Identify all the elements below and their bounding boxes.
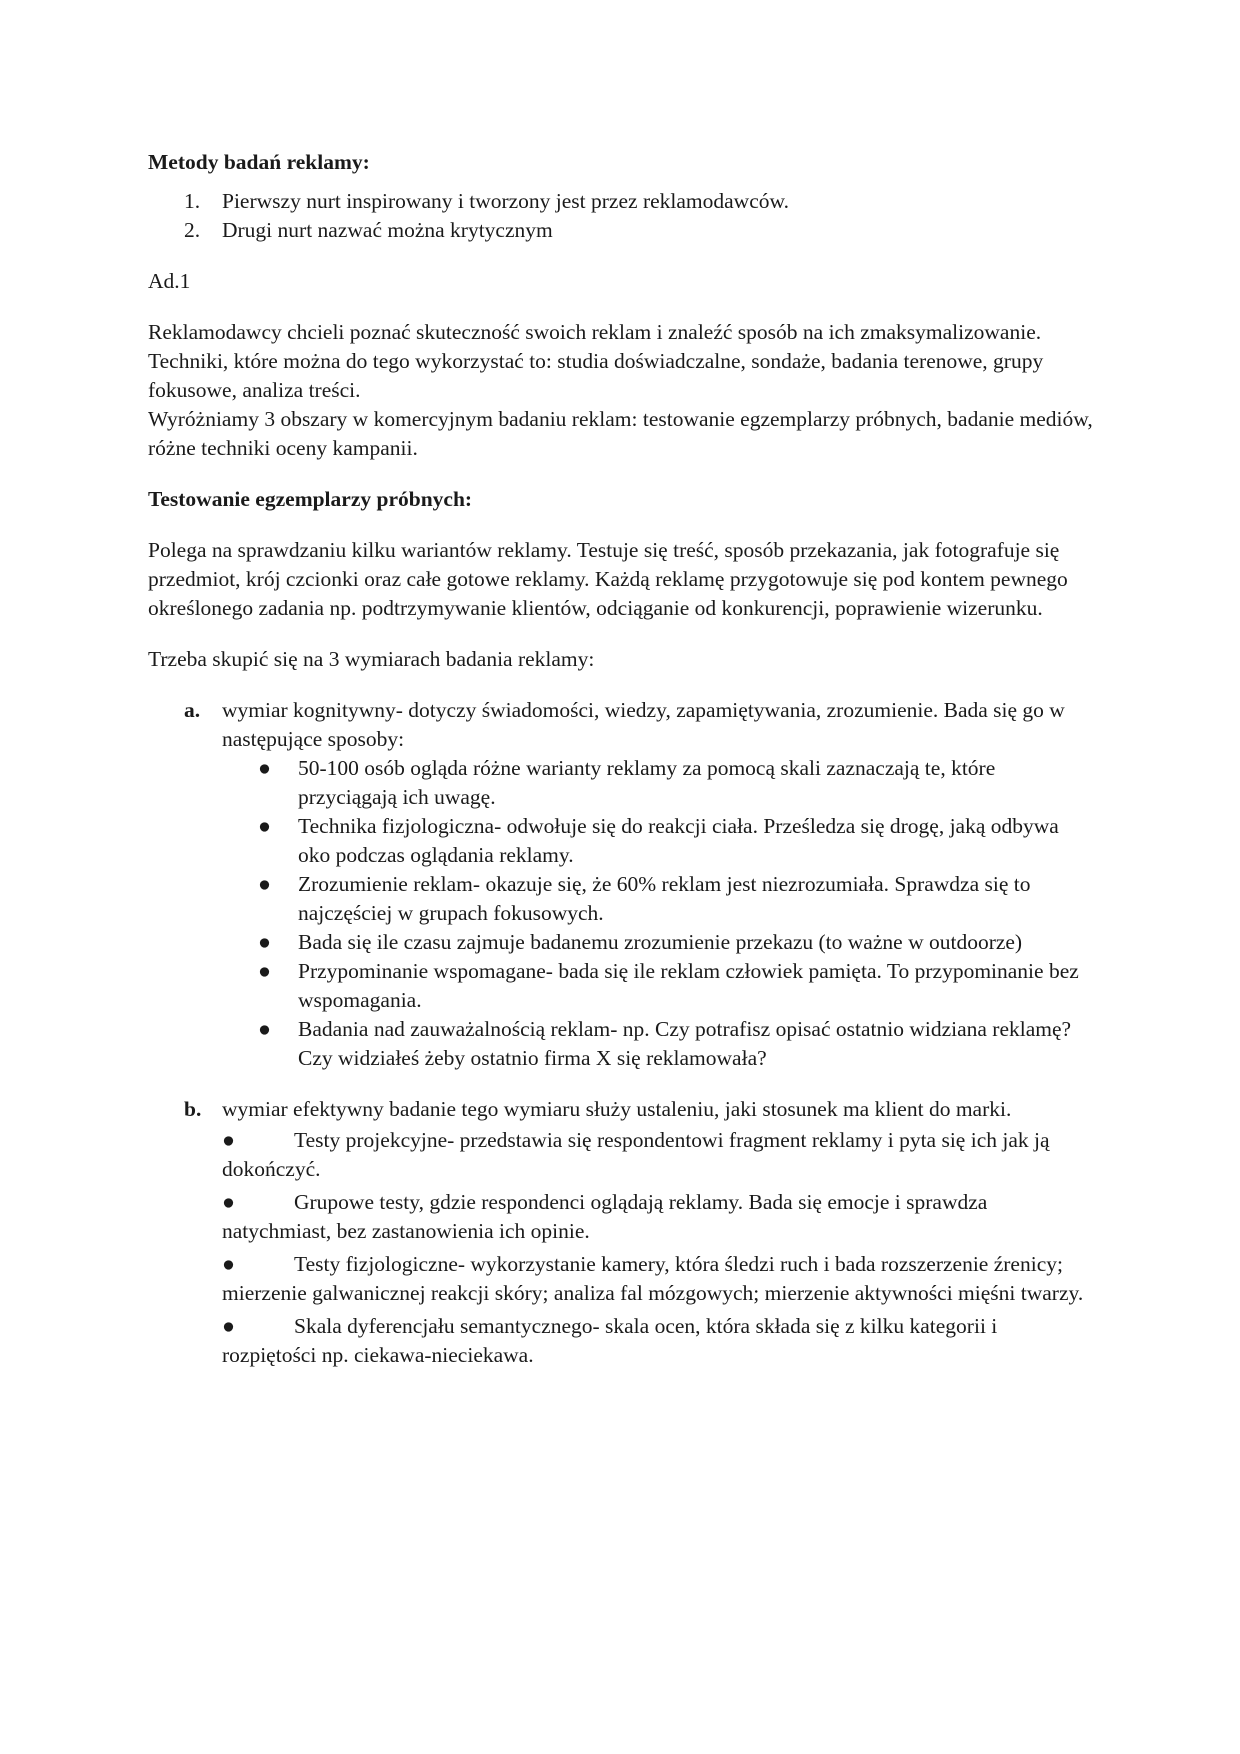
- dimension-a: [148, 696, 1093, 1073]
- bullet-text: Przypominanie wspomagane- bada się ile reklam człowiek pamięta. To przypominanie bez wspomagania.: [298, 959, 1079, 1012]
- document-title: Metody badań reklamy:: [148, 150, 370, 174]
- bullet-item: [148, 1015, 1093, 1073]
- bullet-icon: ●: [222, 1128, 235, 1152]
- bullet-text: Skala dyferencjału semantycznego- skala ocen, która składa się z kilku kategorii i rozpiętości np. ciekawa-nieciekawa.: [222, 1314, 998, 1367]
- dimension-letter: b.: [184, 1097, 202, 1121]
- section-title: Testowanie egzemplarzy próbnych:: [148, 487, 473, 511]
- bullet-list: [222, 1126, 1093, 1370]
- dimension-letter: a.: [184, 698, 201, 722]
- bullet-icon: ●: [222, 1190, 235, 1214]
- paragraph: Trzeba skupić się na 3 wymiarach badania reklamy:: [148, 647, 595, 671]
- bullet-icon: ●: [258, 1017, 271, 1041]
- bullet-item: [148, 870, 1093, 928]
- ad-label: Ad.1: [148, 269, 191, 293]
- bullet-icon: ●: [258, 756, 271, 780]
- bullet-item: [222, 1250, 1093, 1308]
- bullet-text: Bada się ile czasu zajmuje badanemu zrozumienie przekazu (to ważne w outdoorze): [298, 930, 1023, 954]
- paragraph: Wyróżniamy 3 obszary w komercyjnym badaniu reklam: testowanie egzemplarzy próbnych, badanie mediów, różne techniki oceny kampanii.: [148, 407, 1093, 460]
- bullet-item: [148, 812, 1093, 870]
- list-item: [148, 187, 1093, 216]
- bullet-item: [222, 1188, 1093, 1246]
- bullet-text: Grupowe testy, gdzie respondenci oglądają reklamy. Bada się emocje i sprawdza natychmiast, bez zastanowienia ich opinie.: [222, 1190, 988, 1243]
- dimension-text: wymiar kognitywny- dotyczy świadomości, wiedzy, zapamiętywania, zrozumienie. Bada się go w następujące sposoby:: [222, 698, 1065, 751]
- list-item-text: Drugi nurt nazwać można krytycznym: [222, 218, 553, 242]
- bullet-item: [148, 754, 1093, 812]
- bullet-icon: ●: [258, 959, 271, 983]
- list-item: [148, 216, 1093, 245]
- bullet-icon: ●: [222, 1252, 235, 1276]
- dimension-text: wymiar efektywny badanie tego wymiaru służy ustaleniu, jaki stosunek ma klient do marki.: [222, 1097, 1012, 1121]
- bullet-text: Technika fizjologiczna- odwołuje się do reakcji ciała. Prześledza się drogę, jaką odbywa oko podczas oglądania reklamy.: [298, 814, 1059, 867]
- bullet-item: [222, 1312, 1093, 1370]
- bullet-icon: ●: [258, 814, 271, 838]
- bullet-text: Zrozumienie reklam- okazuje się, że 60% reklam jest niezrozumiała. Sprawdza się to najczęściej w grupach fokusowych.: [298, 872, 1031, 925]
- bullet-list: [222, 754, 1093, 1073]
- paragraph: Reklamodawcy chcieli poznać skuteczność swoich reklam i znaleźć sposób na ich zmaksymalizowanie. Techniki, które można do tego wykorzystać to: studia doświadczalne, sondaże, badania terenowe, grupy fokusowe, analiza treści.: [148, 320, 1044, 402]
- document-page: [148, 148, 1093, 1374]
- bullet-text: Badania nad zauważalnością reklam- np. Czy potrafisz opisać ostatnio widziana reklamę? Czy widziałeś żeby ostatnio firma X się reklamowała?: [298, 1017, 1072, 1070]
- list-number: 1.: [184, 189, 201, 213]
- bullet-text: 50-100 osób ogląda różne warianty reklamy za pomocą skali zaznaczają te, które przyciągają ich uwagę.: [298, 756, 996, 809]
- paragraph: Polega na sprawdzaniu kilku wariantów reklamy. Testuje się treść, sposób przekazania, jak fotografuje się przedmiot, krój czcionki oraz całe gotowe reklamy. Każdą reklamę przygotowuje się pod kontem pewnego określonego zadania np. podtrzymywanie klientów, odciąganie od konkurencji, poprawienie wizerunku.: [148, 538, 1068, 620]
- list-number: 2.: [184, 218, 201, 242]
- bullet-icon: ●: [258, 930, 271, 954]
- list-item-text: Pierwszy nurt inspirowany i tworzony jest przez reklamodawców.: [222, 189, 789, 213]
- bullet-item: [148, 957, 1093, 1015]
- bullet-text: Testy fizjologiczne- wykorzystanie kamery, która śledzi ruch i bada rozszerzenie źrenicy; mierzenie galwanicznej reakcji skóry; analiza fal mózgowych; mierzenie aktywności mięśni twarzy.: [222, 1252, 1084, 1305]
- bullet-text: Testy projekcyjne- przedstawia się respondentowi fragment reklamy i pyta się ich jak ją dokończyć.: [222, 1128, 1050, 1181]
- bullet-item: [222, 1126, 1093, 1184]
- bullet-icon: ●: [258, 872, 271, 896]
- numbered-list: [148, 187, 1093, 245]
- dimension-b: [148, 1095, 1093, 1370]
- bullet-icon: ●: [222, 1314, 235, 1338]
- bullet-item: [148, 928, 1093, 957]
